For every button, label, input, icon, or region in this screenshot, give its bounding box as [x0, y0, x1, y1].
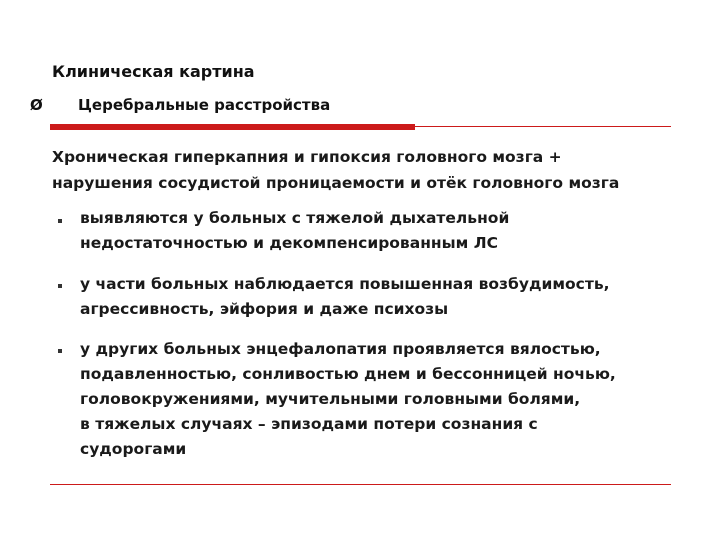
intro-paragraph: Хроническая гиперкапния и гипоксия головного мозга + нарушения сосудистой проницаемости и отёк головного мозга	[52, 148, 620, 192]
list-item: у других больных энцефалопатия проявляется вялостью, подавленностью, сонливостью днем и бессонницей ночью, головокружениями, мучительными головными болями, в тяжелых случаях – эпизодами потери сознания с судорогами	[80, 340, 616, 458]
list-item: у части больных наблюдается повышенная возбудимость, агрессивность, эйфория и даже психозы	[80, 275, 610, 318]
bullet-dot-icon	[58, 219, 62, 223]
slide-title: Клиническая картина	[52, 62, 255, 81]
list-item: выявляются у больных с тяжелой дыхательной недостаточностью и декомпенсированным ЛС	[80, 209, 510, 252]
accent-rule-thick	[50, 124, 415, 130]
bullet-dot-icon	[58, 349, 62, 353]
arrow-bullet-icon: Ø	[30, 96, 43, 114]
bullet-dot-icon	[58, 284, 62, 288]
accent-rule-thin	[415, 126, 671, 127]
footer-rule	[50, 484, 671, 485]
slide-subtitle: Церебральные расстройства	[78, 96, 331, 114]
